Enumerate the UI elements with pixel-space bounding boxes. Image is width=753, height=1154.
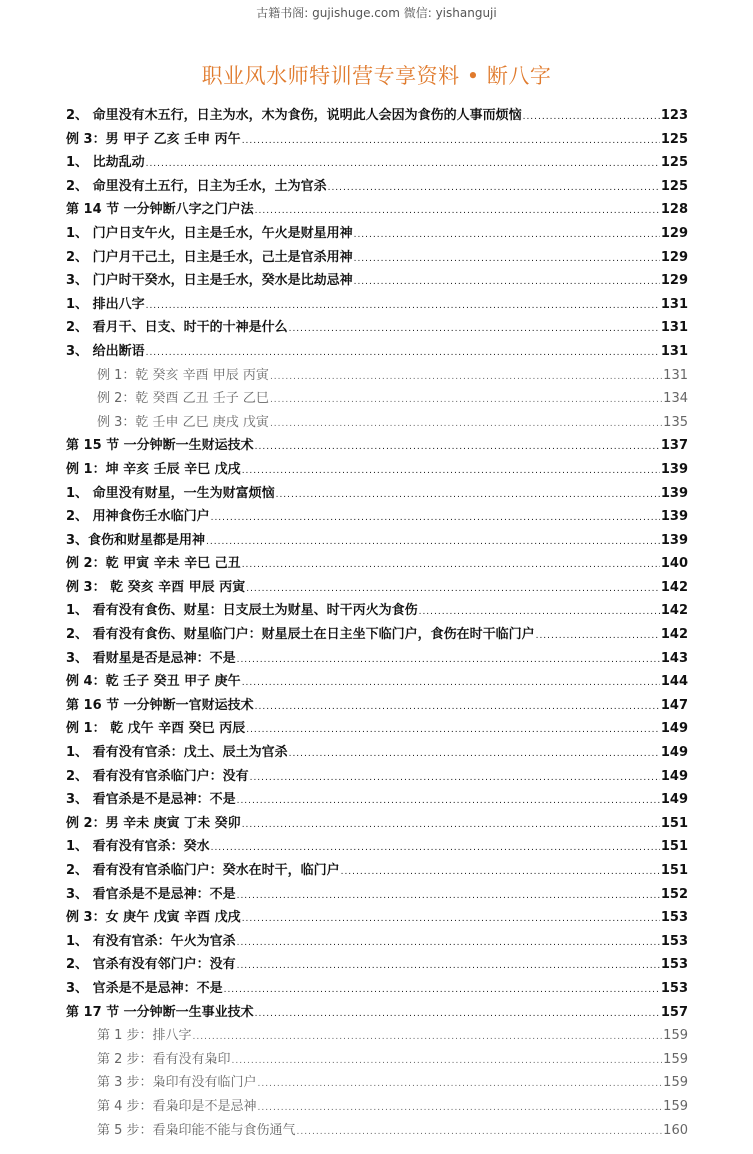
- toc-entry-label: 3、 看官杀是不是忌神：不是: [66, 886, 236, 902]
- toc-entry[interactable]: [66, 788, 688, 812]
- toc-entry[interactable]: [66, 835, 688, 859]
- toc-entry[interactable]: [66, 741, 688, 765]
- toc-entry[interactable]: [66, 812, 688, 836]
- toc-entry-label: 3、食伤和财星都是用神: [66, 532, 206, 548]
- toc-entry-page-number: 140: [660, 556, 688, 572]
- toc-entry-label: 1、 比劫乱动: [66, 155, 145, 171]
- dot-leader: [341, 861, 660, 885]
- dot-leader: [146, 342, 660, 366]
- page-title: 职业风水师特训营专享资料 • 断八字: [201, 64, 552, 88]
- dot-leader: [211, 507, 660, 531]
- dot-leader: [146, 153, 660, 177]
- dot-leader: [276, 484, 660, 508]
- toc-entry-label: 例 3：女 庚午 戊寅 辛酉 戊戌: [66, 910, 241, 926]
- dot-leader: [289, 318, 660, 342]
- toc-entry-page-number: 153: [660, 910, 688, 926]
- toc-entry-label: 第 2 步：看有没有枭印: [97, 1051, 231, 1067]
- toc-entry-page-number: 142: [660, 579, 688, 595]
- toc-entry-page-number: 131: [660, 320, 688, 336]
- toc-entry-page-number: 139: [660, 532, 688, 548]
- toc-entry-page-number: 131: [660, 296, 688, 312]
- dot-leader: [237, 885, 660, 909]
- dot-leader: [246, 719, 660, 743]
- toc-entry-page-number: 151: [660, 863, 688, 878]
- toc-entry[interactable]: [66, 269, 688, 293]
- toc-entry[interactable]: [66, 340, 688, 364]
- toc-entry[interactable]: [66, 151, 688, 175]
- toc-entry-label: 第 5 步：看枭印能不能与食伤通气: [97, 1122, 296, 1138]
- toc-entry-page-number: 147: [660, 697, 688, 713]
- dot-leader: [536, 625, 660, 649]
- dot-leader: [354, 271, 660, 295]
- toc-entry[interactable]: [66, 482, 688, 506]
- toc-entry[interactable]: [66, 198, 688, 222]
- toc-entry-page-number: 160: [663, 1122, 688, 1138]
- toc-entry[interactable]: [66, 670, 688, 694]
- toc-entry[interactable]: [66, 458, 688, 482]
- dot-leader: [211, 837, 660, 861]
- toc-entry-page-number: 125: [660, 178, 688, 194]
- toc-entry[interactable]: [66, 552, 688, 576]
- toc-entry-page-number: 134: [663, 391, 688, 407]
- dot-leader: [242, 554, 660, 578]
- toc-entry-page-number: 139: [660, 461, 688, 477]
- toc-entry-page-number: 159: [663, 1028, 688, 1044]
- toc-entry[interactable]: [66, 1071, 688, 1095]
- toc-entry-page-number: 159: [663, 1098, 688, 1114]
- toc-entry[interactable]: [66, 1095, 688, 1119]
- toc-entry-page-number: 144: [660, 674, 688, 690]
- toc-entry-page-number: 137: [660, 438, 688, 454]
- toc-entry[interactable]: [66, 175, 688, 199]
- dot-leader: [237, 790, 660, 814]
- toc-entry-page-number: 149: [660, 768, 688, 784]
- dot-leader: [258, 1097, 663, 1121]
- toc-entry-label: 2、 看有没有官杀临门户：没有: [66, 768, 249, 784]
- toc-entry-label: 1、 看有没有官杀：戊土、辰土为官杀: [66, 745, 288, 761]
- dot-leader: [255, 436, 660, 460]
- toc-entry[interactable]: [66, 953, 688, 977]
- toc-entry-label: 第 15 节 一分钟断一生财运技术: [66, 438, 254, 454]
- toc-entry-label: 3、 给出断语: [66, 343, 145, 359]
- toc-entry[interactable]: [66, 505, 688, 529]
- toc-entry[interactable]: [66, 434, 688, 458]
- toc-entry[interactable]: [66, 930, 688, 954]
- toc-entry-page-number: 159: [663, 1051, 688, 1067]
- toc-entry-page-number: 149: [660, 792, 688, 808]
- toc-entry-page-number: 128: [660, 202, 688, 218]
- toc-entry[interactable]: [66, 104, 688, 128]
- toc-entry-label: 2、 看有没有食伤、财星临门户：财星辰土在日主坐下临门户，食伤在时干临门户: [66, 627, 535, 643]
- toc-entry[interactable]: [66, 576, 688, 600]
- toc-entry[interactable]: [66, 222, 688, 246]
- toc-entry-page-number: 125: [660, 155, 688, 171]
- toc-entry-page-number: 143: [660, 650, 688, 666]
- toc-entry-page-number: 129: [660, 273, 688, 289]
- toc-entry[interactable]: [66, 387, 688, 411]
- dot-leader: [270, 366, 662, 390]
- toc-entry-label: 例 3：乾 壬申 乙巳 庚戌 戊寅: [97, 414, 269, 430]
- dot-leader: [270, 389, 662, 413]
- toc-entry-label: 例 1：坤 辛亥 壬辰 辛巳 戊戌: [66, 461, 241, 477]
- toc-entry-page-number: 149: [660, 745, 688, 761]
- dot-leader: [224, 979, 660, 1003]
- toc-entry-page-number: 131: [663, 367, 688, 383]
- toc-entry-page-number: 123: [660, 108, 688, 123]
- dot-leader: [255, 696, 660, 720]
- toc-entry-label: 2、 官杀有没有邻门户：没有: [66, 957, 236, 973]
- toc-entry-page-number: 153: [660, 933, 688, 949]
- dot-leader: [419, 601, 660, 625]
- dot-leader: [328, 177, 660, 201]
- toc-entry[interactable]: [66, 1001, 688, 1025]
- toc-entry-label: 1、 看有没有食伤、财星：日支辰土为财星、时干丙火为食伤: [66, 603, 418, 619]
- watermark-header: 古籍书阁: gujishuge.com 微信: yishanguji: [256, 6, 497, 20]
- toc-entry-label: 第 1 步：排八字: [97, 1028, 192, 1044]
- toc-entry-label: 第 4 步：看枭印是不是忌神: [97, 1098, 257, 1114]
- toc-entry-page-number: 129: [660, 225, 688, 241]
- toc-entry[interactable]: [66, 364, 688, 388]
- toc-entry[interactable]: [66, 883, 688, 907]
- dot-leader: [242, 460, 660, 484]
- dot-leader: [250, 767, 660, 791]
- dot-leader: [237, 955, 660, 979]
- toc-entry-label: 例 1：乾 癸亥 辛酉 甲辰 丙寅: [97, 367, 269, 383]
- toc-entry[interactable]: [66, 977, 688, 1001]
- toc-entry-label: 1、 门户日支午火，日主是壬水，午火是财星用神: [66, 225, 353, 241]
- dot-leader: [242, 814, 660, 838]
- toc-entry[interactable]: [66, 906, 688, 930]
- dot-leader: [146, 295, 660, 319]
- toc-entry-page-number: 151: [660, 839, 688, 855]
- toc-entry-page-number: 152: [660, 886, 688, 902]
- dot-leader: [354, 224, 660, 248]
- toc-entry-page-number: 142: [660, 627, 688, 643]
- dot-leader: [523, 106, 660, 130]
- toc-entry-page-number: 151: [660, 815, 688, 831]
- toc-entry-label: 例 1： 乾 戊午 辛酉 癸巳 丙辰: [66, 721, 246, 737]
- toc-entry[interactable]: [66, 529, 688, 553]
- toc-entry-page-number: 157: [660, 1004, 688, 1020]
- toc-entry-label: 1、 命里没有财星，一生为财富烦恼: [66, 485, 275, 501]
- toc-entry-label: 第 17 节 一分钟断一生事业技术: [66, 1004, 254, 1020]
- dot-leader: [193, 1026, 663, 1050]
- toc-entry-label: 2、 门户月干己土，日主是壬水，己土是官杀用神: [66, 249, 353, 265]
- toc-entry-label: 例 2：乾 癸酉 乙丑 壬子 乙巳: [97, 391, 269, 407]
- toc-entry-label: 3、 看官杀是不是忌神：不是: [66, 792, 236, 808]
- toc-entry-page-number: 149: [660, 721, 688, 737]
- dot-leader: [242, 908, 660, 932]
- toc-entry-page-number: 129: [660, 249, 688, 265]
- toc-entry-label: 1、 看有没有官杀：癸水: [66, 839, 210, 855]
- dot-leader: [255, 1003, 660, 1027]
- toc-entry-label: 2、 看月干、日支、时干的十神是什么: [66, 320, 288, 336]
- toc-entry[interactable]: [66, 647, 688, 671]
- toc-entry[interactable]: [66, 765, 688, 789]
- toc-entry[interactable]: [66, 694, 688, 718]
- toc-entry-page-number: 125: [660, 131, 688, 147]
- toc-entry[interactable]: [66, 599, 688, 623]
- dot-leader: [237, 649, 660, 673]
- toc-entry-label: 2、 命里没有土五行，日主为壬水，土为官杀: [66, 178, 327, 194]
- toc-entry-page-number: 153: [660, 980, 688, 996]
- toc-entry-label: 2、 命里没有木五行，日主为水，木为食伤，说明此人会因为食伤的人事而烦恼: [66, 108, 522, 123]
- toc-entry-label: 2、 看有没有官杀临门户：癸水在时干，临门户: [66, 863, 340, 878]
- toc-entry-page-number: 135: [663, 414, 688, 430]
- toc-entry-label: 1、 排出八字: [66, 296, 145, 312]
- dot-leader: [297, 1121, 663, 1145]
- toc-entry-label: 第 16 节 一分钟断一官财运技术: [66, 697, 254, 713]
- toc-entry[interactable]: [66, 717, 688, 741]
- toc-entry-label: 例 2：男 辛未 庚寅 丁未 癸卯: [66, 815, 241, 831]
- dot-leader: [258, 1073, 663, 1097]
- toc-entry[interactable]: [66, 859, 688, 883]
- toc-entry-page-number: 139: [660, 485, 688, 501]
- dot-leader: [237, 932, 660, 956]
- toc-entry-label: 第 14 节 一分钟断八字之门户法: [66, 202, 254, 218]
- toc-entry[interactable]: [66, 246, 688, 270]
- toc-entry-label: 例 2：乾 甲寅 辛未 辛巳 己丑: [66, 556, 241, 572]
- dot-leader: [246, 578, 660, 602]
- toc-entry-label: 1、 有没有官杀：午火为官杀: [66, 933, 236, 949]
- toc-entry[interactable]: [66, 293, 688, 317]
- toc-entry[interactable]: [66, 623, 688, 647]
- dot-leader: [289, 743, 660, 767]
- dot-leader: [232, 1050, 663, 1074]
- dot-leader: [242, 672, 660, 696]
- toc-entry-label: 3、 官杀是不是忌神：不是: [66, 980, 223, 996]
- toc-entry-label: 第 3 步：枭印有没有临门户: [97, 1075, 257, 1091]
- table-of-contents: [66, 104, 688, 1142]
- toc-entry[interactable]: [66, 411, 688, 435]
- toc-entry-page-number: 142: [660, 603, 688, 619]
- dot-leader: [255, 200, 660, 224]
- toc-entry-label: 例 3： 乾 癸亥 辛酉 甲辰 丙寅: [66, 579, 246, 595]
- toc-entry-label: 2、 用神食伤壬水临门户: [66, 509, 210, 525]
- toc-entry-page-number: 153: [660, 957, 688, 973]
- toc-entry[interactable]: [66, 1119, 688, 1143]
- toc-entry-page-number: 139: [660, 509, 688, 525]
- dot-leader: [206, 531, 660, 555]
- dot-leader: [242, 130, 660, 154]
- toc-entry-label: 例 4：乾 壬子 癸丑 甲子 庚午: [66, 674, 241, 690]
- toc-entry-label: 例 3：男 甲子 乙亥 壬申 丙午: [66, 131, 241, 147]
- toc-entry-label: 3、 看财星是否是忌神：不是: [66, 650, 236, 666]
- toc-entry-page-number: 131: [660, 343, 688, 359]
- toc-entry[interactable]: [66, 1024, 688, 1048]
- dot-leader: [270, 413, 662, 437]
- toc-entry-label: 3、 门户时干癸水，日主是壬水，癸水是比劫忌神: [66, 273, 353, 289]
- toc-entry[interactable]: [66, 1048, 688, 1072]
- toc-entry-page-number: 159: [663, 1075, 688, 1091]
- toc-entry[interactable]: [66, 316, 688, 340]
- dot-leader: [354, 248, 660, 272]
- toc-entry[interactable]: [66, 128, 688, 152]
